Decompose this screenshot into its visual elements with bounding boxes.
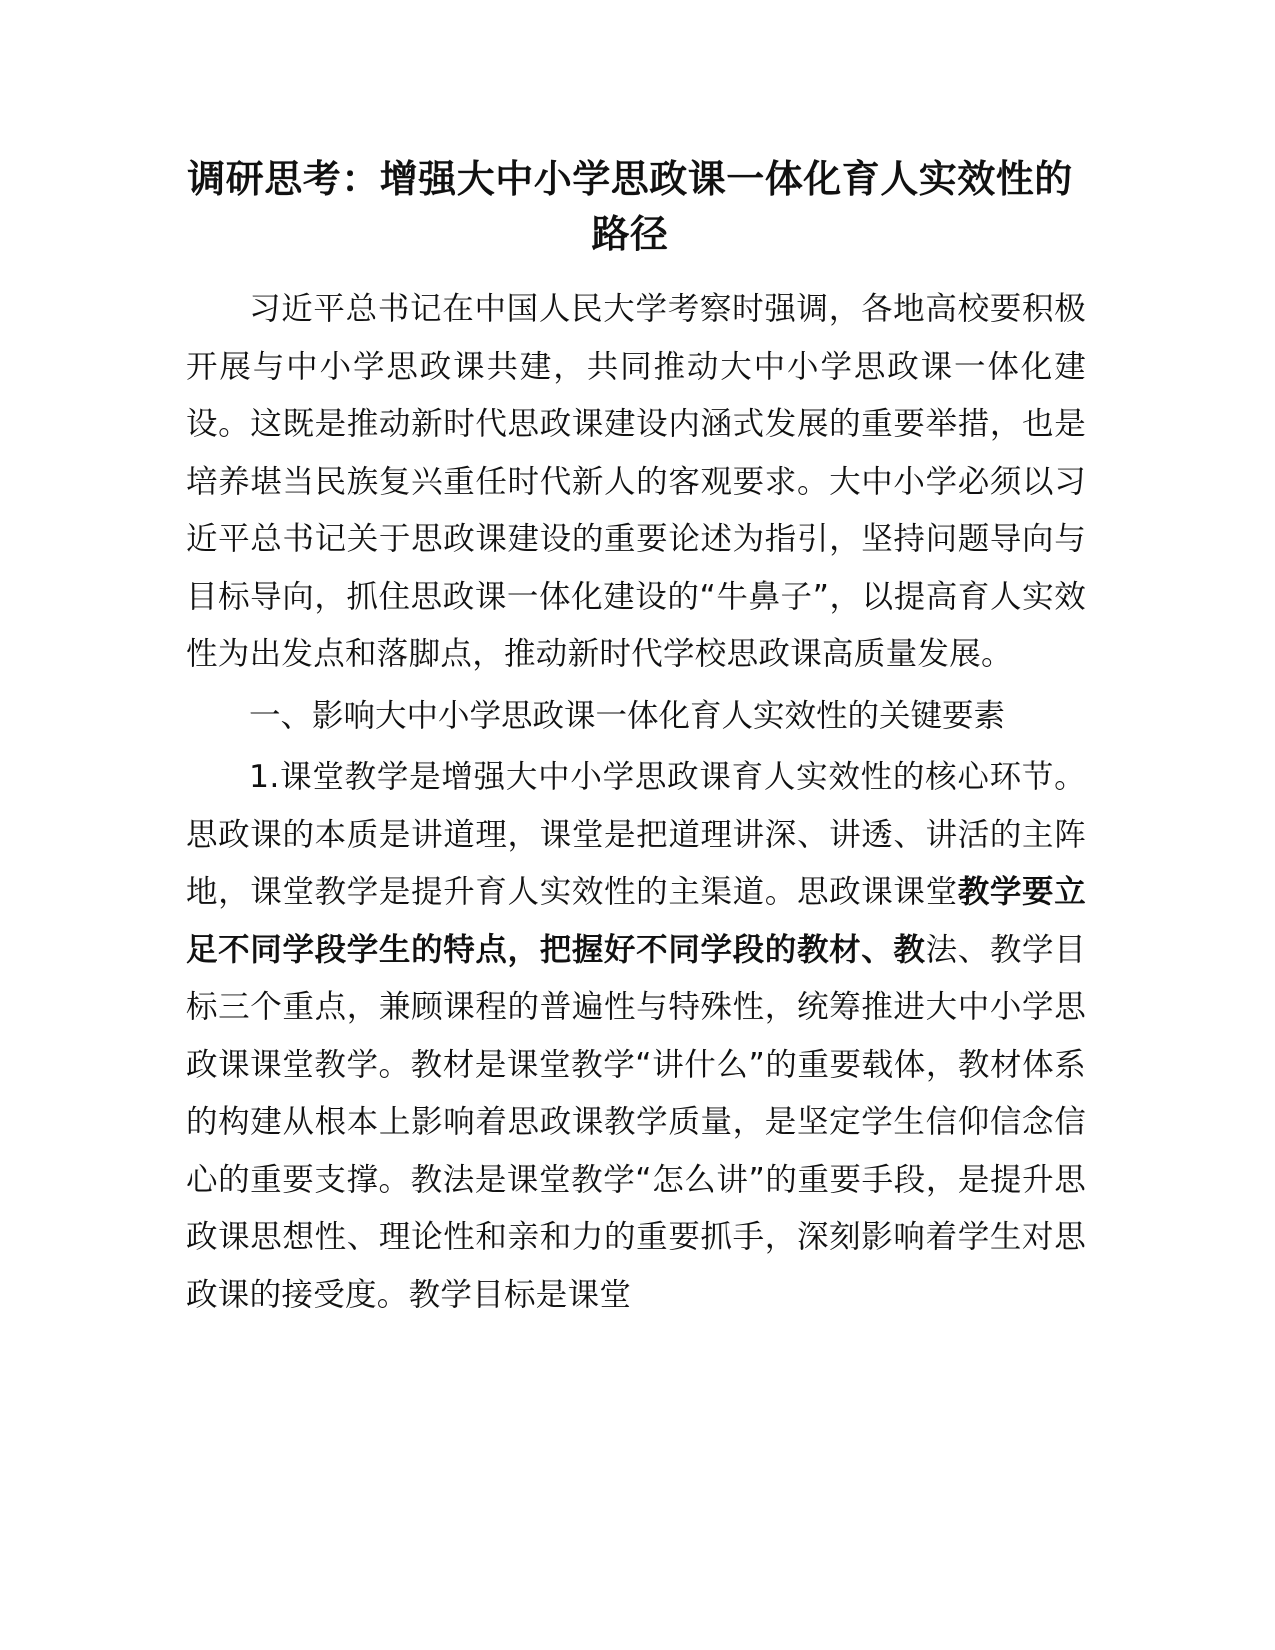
section-paragraph-text-start: 1.课堂教学是增强大中小学思政课育人实效性的核心环节。思政课的本质是讲道理，课堂是把道理讲深、讲透、讲活的主阵地，课堂教学是提升育人实效性的主渠道。思政课课堂	[186, 759, 1086, 910]
section-heading: 一、影响大中小学思政课一体化育人实效性的关键要素	[249, 697, 1006, 734]
intro-paragraph: 习近平总书记在中国人民大学考察时强调，各地高校要积极开展与中小学思政课共建，共同推动大中小学思政课一体化建设。这既是推动新时代思政课建设内涵式发展的重要举措，也是培养堪当民族复兴重任时代新人的客观要求。大中小学必须以习近平总书记关于思政课建设的重要论述为指引，坚持问题导向与目标导向，抓住思政课一体化建设的“牛鼻子”，以提高育人实效性为出发点和落脚点，推动新时代学校思政课高质量发展。	[186, 291, 1086, 672]
section-paragraph-text-end: 法、教学目标三个重点，兼顾课程的普遍性与特殊性，统筹推进大中小学思政课课堂教学。教材是课堂教学“讲什么”的重要载体，教材体系的构建从根本上影响着思政课教学质量，是坚定学生信仰信念信心的重要支撑。教法是课堂教学“怎么讲”的重要手段，是提升思政课思想性、理论性和亲和力的重要抓手，深刻影响着学生对思政课的接受度。教学目标是课堂	[186, 931, 1086, 1313]
document-body	[186, 281, 1086, 1324]
document-title: 调研思考：增强大中小学思政课一体化育人实效性的路径	[187, 157, 1073, 256]
section-paragraph	[186, 749, 1086, 1324]
section-paragraph-bold-text: 教学要立足不同学段学生的特点，把握好不同学段的教材、教	[186, 874, 1087, 968]
